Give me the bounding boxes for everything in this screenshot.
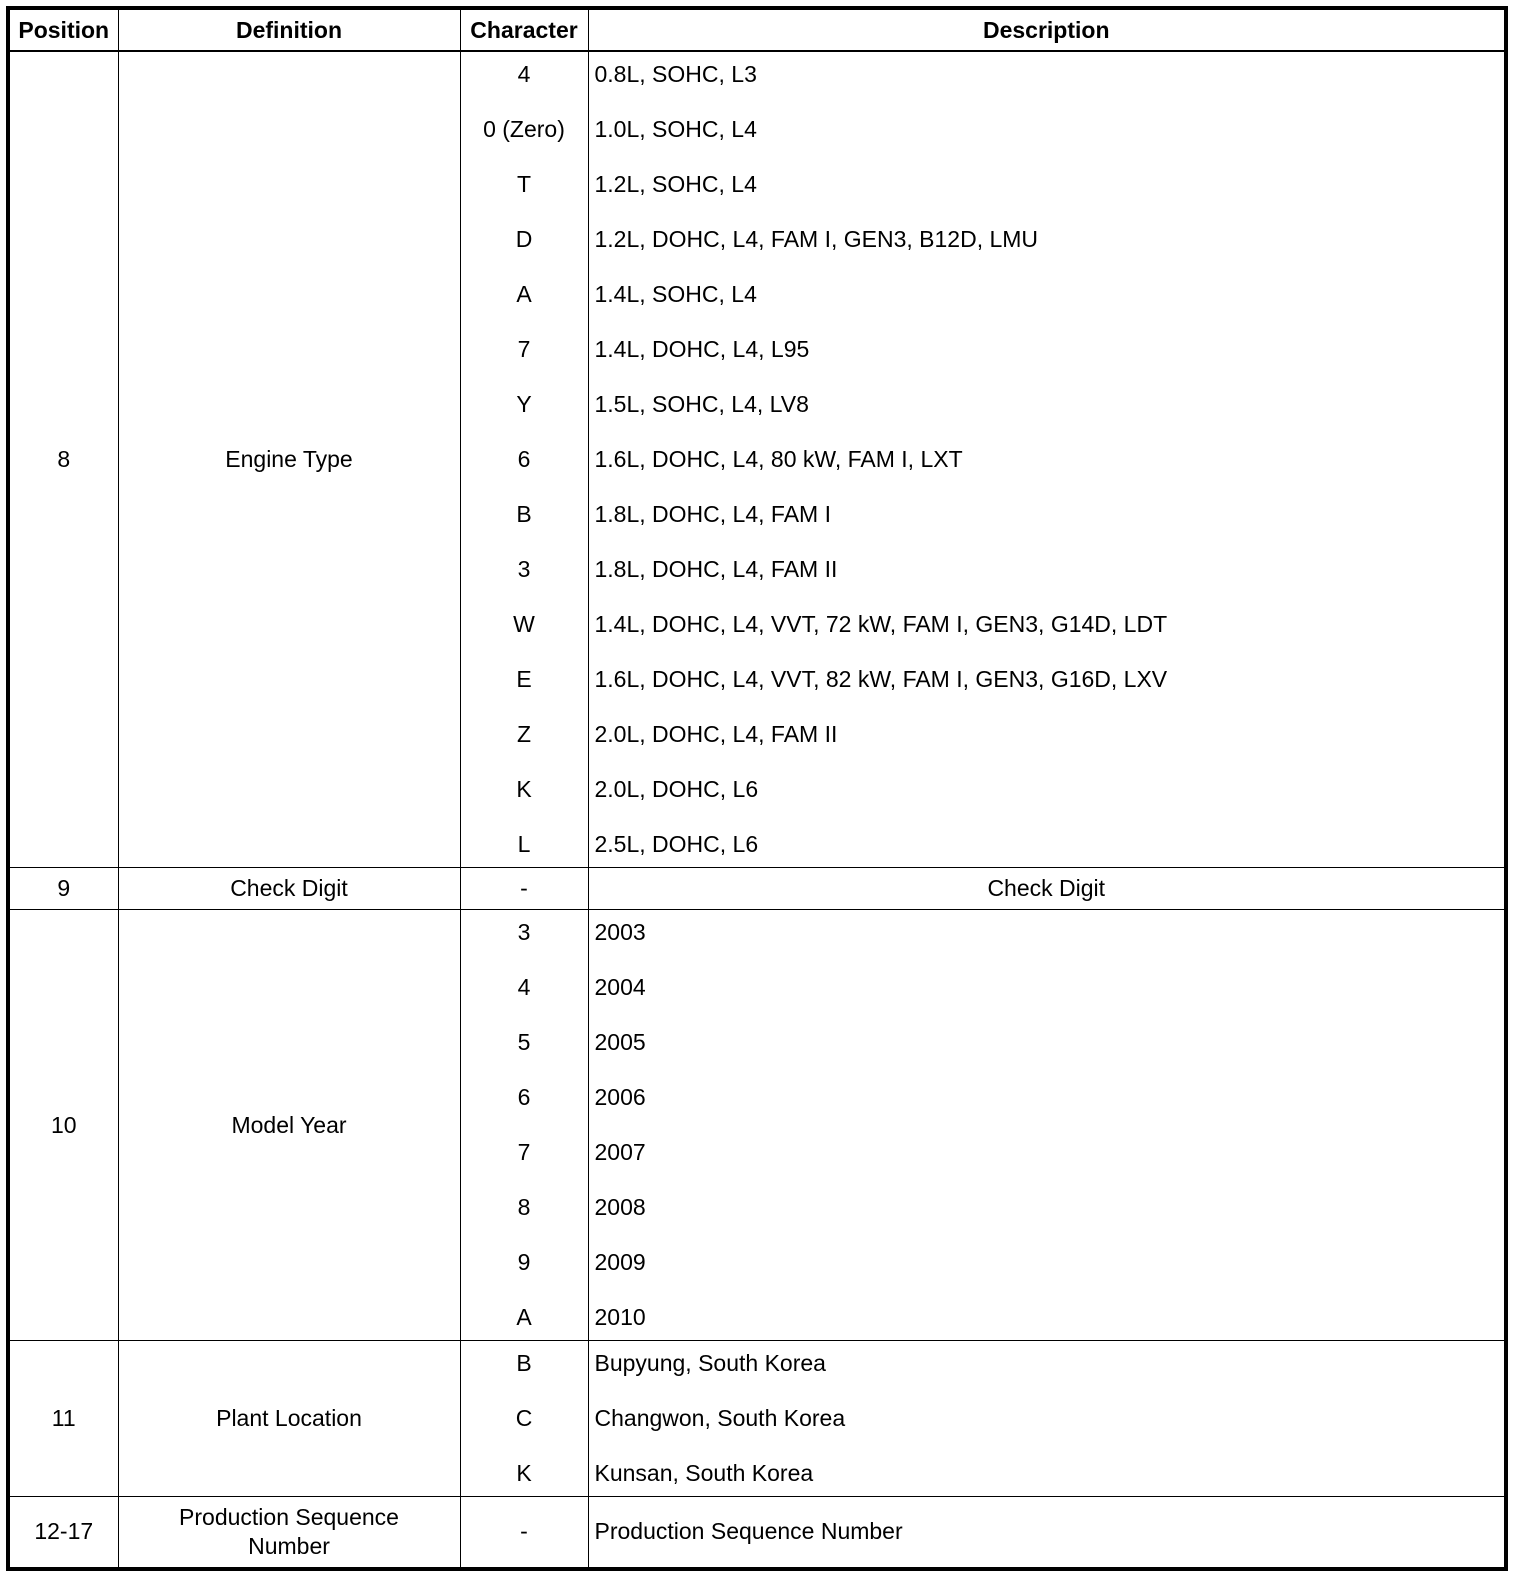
- engine-description-item: 1.2L, SOHC, L4: [594, 171, 757, 197]
- model_year-character-item: 5: [517, 1029, 531, 1055]
- check-character: -: [460, 868, 588, 910]
- model_year-character-item: 8: [517, 1194, 531, 1220]
- year-position: 10: [8, 910, 118, 1341]
- engine-description-item: 1.2L, DOHC, L4, FAM I, GEN3, B12D, LMU: [594, 226, 1039, 252]
- model_year-character-item: 6: [517, 1084, 531, 1110]
- sequence-definition: [118, 1497, 460, 1569]
- header-definition: Definition: [118, 8, 460, 51]
- sequence-character: -: [460, 1497, 588, 1569]
- engine-character-item: L: [517, 831, 531, 857]
- check-description: Check Digit: [588, 868, 1506, 910]
- engine-position: 8: [8, 51, 118, 868]
- year-definition: Model Year: [118, 910, 460, 1341]
- engine-description-item: 2.0L, DOHC, L4, FAM II: [594, 721, 838, 747]
- engine-character-item: 3: [517, 556, 531, 582]
- table-header-row: [8, 8, 1506, 51]
- year-character-list: [461, 910, 588, 1340]
- table-row-check-digit: [8, 868, 1506, 910]
- engine-description-item: 1.5L, SOHC, L4, LV8: [594, 391, 809, 417]
- engine-character-item: T: [516, 171, 532, 197]
- plant-position: 11: [8, 1341, 118, 1497]
- engine-description-item: 1.8L, DOHC, L4, FAM I: [594, 501, 831, 527]
- header-character: Character: [460, 8, 588, 51]
- engine-character-item: B: [516, 501, 532, 527]
- year-description-list: [595, 910, 1505, 1340]
- model_year-character-item: A: [516, 1304, 532, 1330]
- engine-character-item: W: [513, 611, 535, 637]
- plant-description-list: [595, 1341, 1505, 1496]
- check-position: 9: [8, 868, 118, 910]
- model_year-description-item: 2010: [594, 1304, 646, 1330]
- sequence-description: Production Sequence Number: [588, 1497, 1506, 1569]
- engine-character-item: 4: [517, 61, 531, 87]
- table-row-model-year: [8, 910, 1506, 1341]
- plant-characters: [460, 1341, 588, 1497]
- model_year-description-item: 2009: [594, 1249, 646, 1275]
- engine-character-item: 6: [517, 446, 531, 472]
- engine-description-item: 0.8L, SOHC, L3: [594, 61, 757, 87]
- model_year-description-item: 2007: [594, 1139, 646, 1165]
- plant-descriptions: [588, 1341, 1506, 1497]
- engine-description-item: 1.6L, DOHC, L4, VVT, 82 kW, FAM I, GEN3, G16D, LXV: [594, 666, 1168, 692]
- plant-description-item: Kunsan, South Korea: [594, 1460, 814, 1486]
- model_year-character-item: 3: [517, 919, 531, 945]
- engine-description-item: 2.5L, DOHC, L6: [594, 831, 759, 857]
- engine-character-item: 7: [517, 336, 531, 362]
- plant-description-item: Changwon, South Korea: [594, 1405, 846, 1431]
- engine-description-item: 1.0L, SOHC, L4: [594, 116, 757, 142]
- engine-description-item: 1.6L, DOHC, L4, 80 kW, FAM I, LXT: [594, 446, 963, 472]
- table-row-engine-type: [8, 51, 1506, 868]
- model_year-description-item: 2004: [594, 974, 646, 1000]
- engine-description-list: [595, 52, 1505, 867]
- engine-character-item: A: [516, 281, 532, 307]
- sequence-definition-line1: Production Sequence: [179, 1503, 399, 1530]
- engine-description-item: 1.8L, DOHC, L4, FAM II: [594, 556, 838, 582]
- engine-definition: Engine Type: [118, 51, 460, 868]
- engine-character-item: 0 (Zero): [483, 116, 565, 142]
- engine-character-item: K: [516, 776, 532, 802]
- year-descriptions: [588, 910, 1506, 1341]
- plant-character-item: K: [516, 1460, 532, 1486]
- model_year-description-item: 2005: [594, 1029, 646, 1055]
- plant-character-item: B: [516, 1350, 532, 1376]
- model_year-character-item: 9: [517, 1249, 531, 1275]
- engine-character-item: D: [515, 226, 533, 252]
- model_year-description-item: 2003: [594, 919, 646, 945]
- model_year-description-item: 2006: [594, 1084, 646, 1110]
- sequence-definition-line2: Number: [248, 1532, 330, 1559]
- table-row-production-sequence: [8, 1497, 1506, 1569]
- model_year-character-item: 7: [517, 1139, 531, 1165]
- engine-description-item: 1.4L, DOHC, L4, L95: [594, 336, 810, 362]
- engine-characters: [460, 51, 588, 868]
- plant-character-item: C: [515, 1405, 533, 1431]
- plant-description-item: Bupyung, South Korea: [594, 1350, 826, 1376]
- engine-description-item: 1.4L, DOHC, L4, VVT, 72 kW, FAM I, GEN3, G14D, LDT: [594, 611, 1168, 637]
- engine-description-item: 2.0L, DOHC, L6: [594, 776, 759, 802]
- plant-character-list: [461, 1341, 588, 1496]
- check-definition: Check Digit: [118, 868, 460, 910]
- vin-position-table: [6, 6, 1508, 1571]
- engine-description-item: 1.4L, SOHC, L4: [594, 281, 757, 307]
- engine-descriptions: [588, 51, 1506, 868]
- model_year-description-item: 2008: [594, 1194, 646, 1220]
- engine-character-item: E: [516, 666, 532, 692]
- table-row-plant-location: [8, 1341, 1506, 1497]
- engine-character-list: [461, 52, 588, 867]
- year-characters: [460, 910, 588, 1341]
- sequence-position: 12-17: [8, 1497, 118, 1569]
- plant-definition: Plant Location: [118, 1341, 460, 1497]
- engine-character-item: Y: [516, 391, 532, 417]
- engine-character-item: Z: [516, 721, 532, 747]
- model_year-character-item: 4: [517, 974, 531, 1000]
- header-description: Description: [588, 8, 1506, 51]
- header-position: Position: [8, 8, 118, 51]
